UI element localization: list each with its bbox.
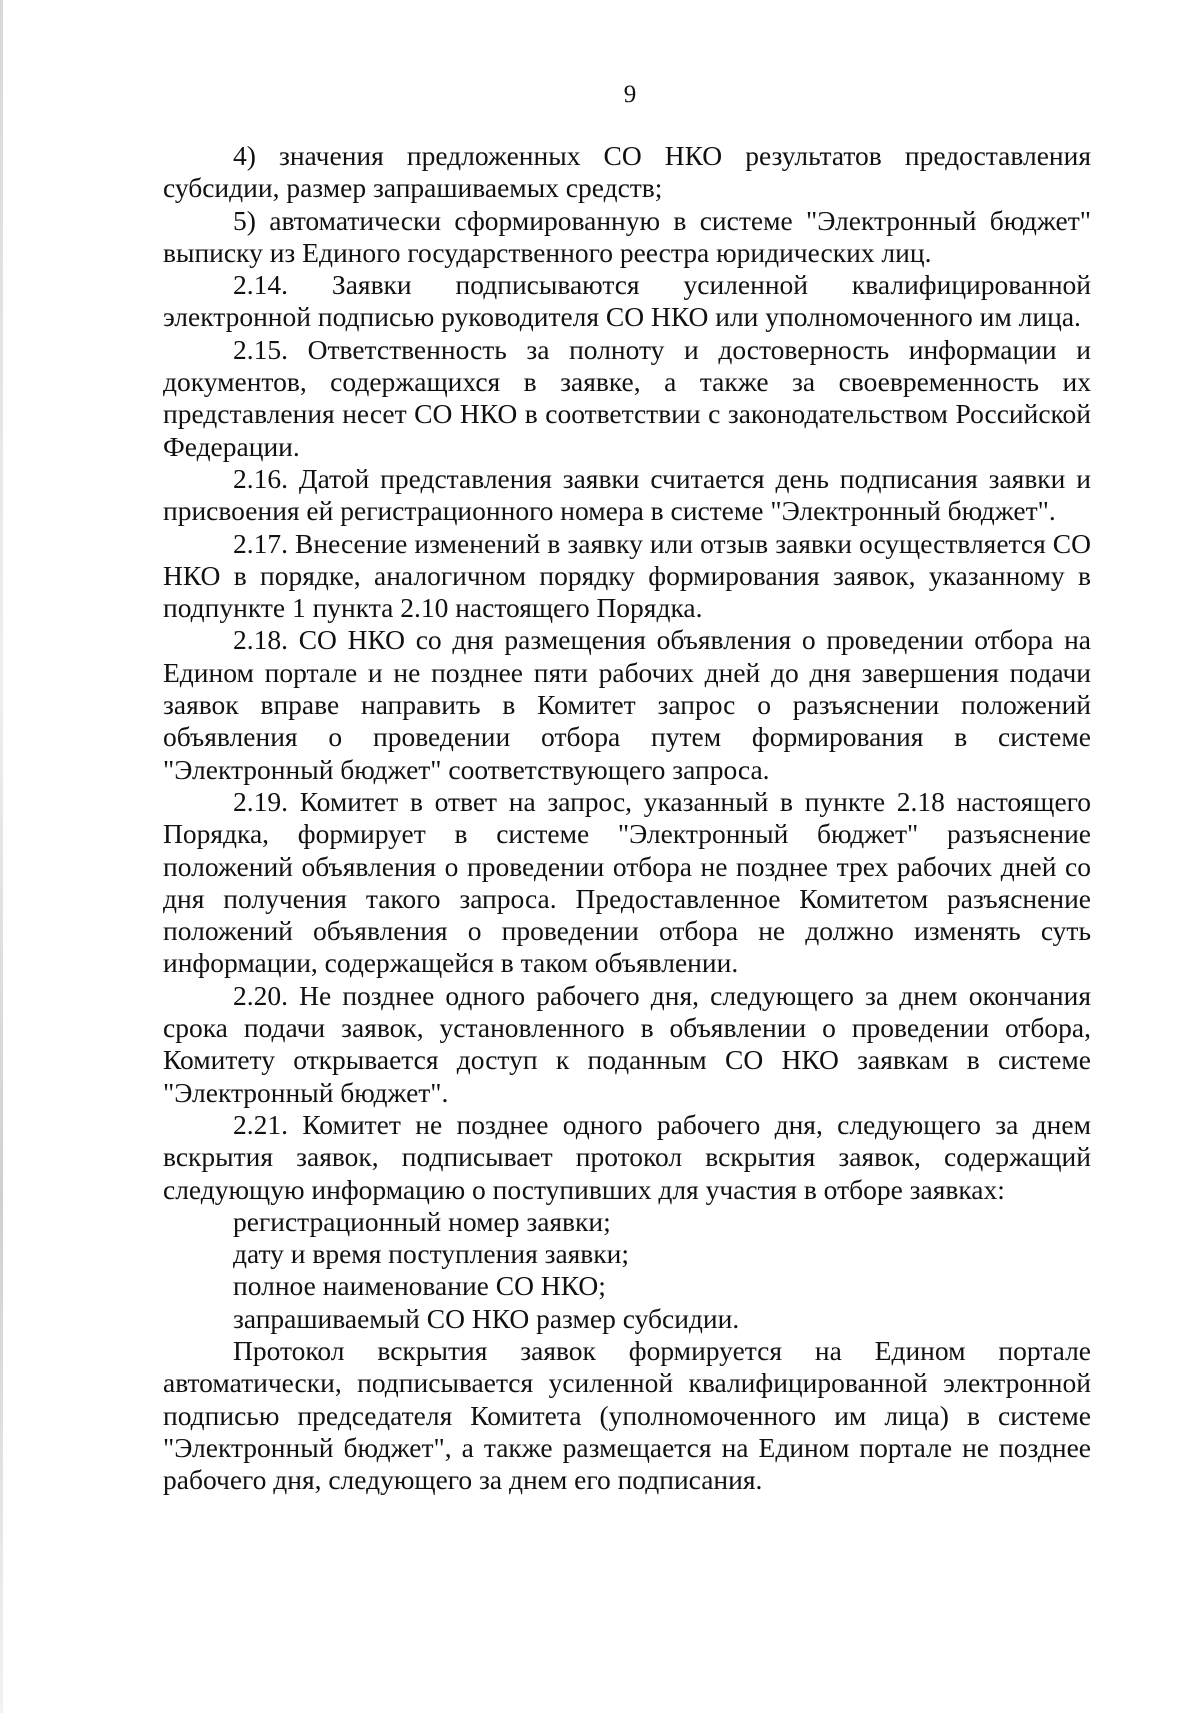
paragraph-2-15: 2.15. Ответственность за полноту и достоверность информации и документов, содержащихся в заявке, а также за своевременность их представления несет СО НКО в соответствии с законодательством Российской Федерации. (163, 333, 1091, 462)
scan-edge-shadow (0, 0, 3, 1713)
paragraph-2-18: 2.18. СО НКО со дня размещения объявления о проведении отбора на Едином портале и не позднее пяти рабочих дней до дня завершения подачи заявок вправе направить в Комитет запрос о разъяснении положений объявления о проведении отбора путем формирования в системе "Электронный бюджет" соответствующего запроса. (163, 624, 1091, 785)
list-item-registration-number: регистрационный номер заявки; (233, 1205, 611, 1237)
list-item-full-name: полное наименование СО НКО; (233, 1270, 606, 1302)
paragraph-protocol: Протокол вскрытия заявок формируется на Едином портале автоматически, подписывается усиленной квалифицированной электронной подписью председателя Комитета (уполномоченного им лица) в системе "Электронный бюджет", а также размещается на Едином портале не позднее рабочего дня, следующего за днем его подписания. (163, 1334, 1091, 1496)
document-body (163, 140, 1091, 1496)
list-item-subsidy-amount: запрашиваемый СО НКО размер субсидии. (233, 1302, 740, 1334)
paragraph-2-21: 2.21. Комитет не позднее одного рабочего дня, следующего за днем вскрытия заявок, подписывает протокол вскрытия заявок, содержащий следующую информацию о поступивших для участия в отборе заявках: (163, 1108, 1091, 1205)
list-item-date-time: дату и время поступления заявки; (233, 1238, 630, 1270)
paragraph-2-14: 2.14. Заявки подписываются усиленной квалифицированной электронной подписью руководителя СО НКО или уполномоченного им лица. (163, 269, 1091, 333)
paragraph-item-5: 5) автоматически сформированную в системе "Электронный бюджет" выписку из Единого государственного реестра юридических лиц. (163, 204, 1091, 268)
paragraph-2-16: 2.16. Датой представления заявки считается день подписания заявки и присвоения ей регистрационного номера в системе "Электронный бюджет". (163, 462, 1091, 527)
page-number: 9 (623, 81, 637, 108)
paragraph-item-4: 4) значения предложенных СО НКО результатов предоставления субсидии, размер запрашиваемых средств; (163, 140, 1091, 204)
paragraph-2-20: 2.20. Не позднее одного рабочего дня, следующего за днем окончания срока подачи заявок, установленного в объявлении о проведении отбора, Комитету открывается доступ к поданным СО НКО заявкам в системе "Электронный бюджет". (163, 979, 1091, 1108)
paragraph-2-17: 2.17. Внесение изменений в заявку или отзыв заявки осуществляется СО НКО в порядке, аналогичном порядку формирования заявок, указанному в подпункте 1 пункта 2.10 настоящего Порядка. (163, 527, 1091, 624)
paragraph-2-19: 2.19. Комитет в ответ на запрос, указанный в пункте 2.18 настоящего Порядка, формирует в системе "Электронный бюджет" разъяснение положений объявления о проведении отбора не позднее трех рабочих дней со дня получения такого запроса. Предоставленное Комитетом разъяснение положений объявления о проведении отбора не должно изменять суть информации, содержащейся в таком объявлении. (163, 785, 1091, 979)
